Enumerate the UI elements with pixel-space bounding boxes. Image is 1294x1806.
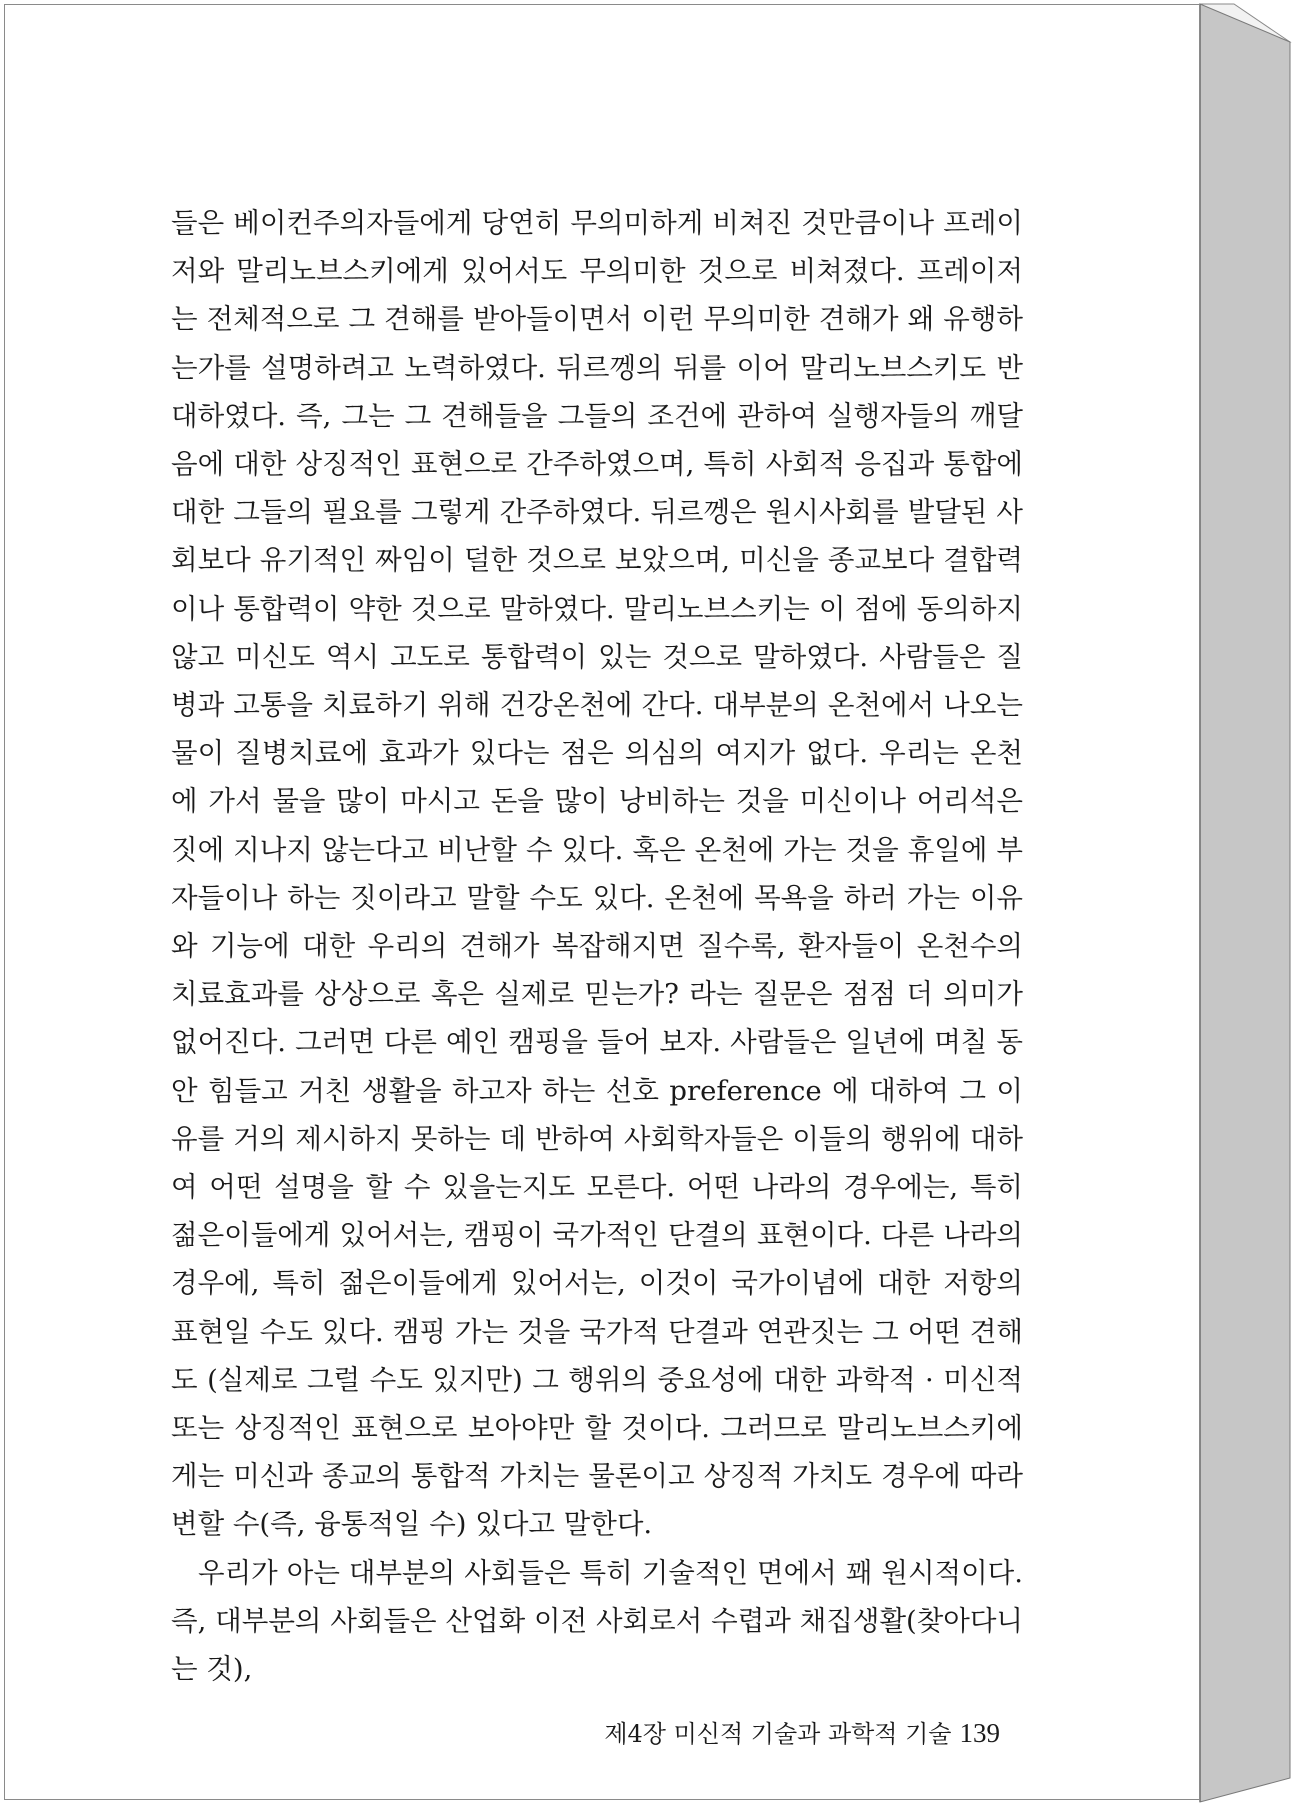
chapter-title: 제4장 미신적 기술과 과학적 기술 — [604, 1720, 952, 1748]
body-text — [171, 199, 1023, 1693]
running-footer — [600, 1714, 1000, 1749]
paragraph-1: 들은 베이컨주의자들에게 당연히 무의미하게 비쳐진 것만큼이나 프레이저와 말리노브스키에게 있어서도 무의미한 것으로 비쳐졌다. 프레이저는 전체적으로 그 견해를 받아들이면서 이런 무의미한 견해가 왜 유행하는가를 설명하려고 노력하였다. 뒤르껭의 뒤를 이어 말리노브스키도 반대하였다. 즉, 그는 그 견해들을 그들의 조건에 관하여 실행자들의 깨달음에 대한 상징적인 표현으로 간주하였으며, 특히 사회적 응집과 통합에 대한 그들의 필요를 그렇게 간주하였다. 뒤르껭은 원시사회를 발달된 사회보다 유기적인 짜임이 덜한 것으로 보았으며, 미신을 종교보다 결합력이나 통합력이 약한 것으로 말하였다. 말리노브스키는 이 점에 동의하지 않고 미신도 역시 고도로 통합력이 있는 것으로 말하였다. 사람들은 질병과 고통을 치료하기 위해 건강온천에 간다. 대부분의 온천에서 나오는 물이 질병치료에 효과가 있다는 점은 의심의 여지가 없다. 우리는 온천에 가서 물을 많이 마시고 돈을 많이 낭비하는 것을 미신이나 어리석은 짓에 지나지 않는다고 비난할 수 있다. 혹은 온천에 가는 것을 휴일에 부자들이나 하는 짓이라고 말할 수도 있다. 온천에 목욕을 하러 가는 이유와 기능에 대한 우리의 견해가 복잡해지면 질수록, 환자들이 온천수의 치료효과를 상상으로 혹은 실제로 믿는가? 라는 질문은 점점 더 의미가 없어진다. 그러면 다른 예인 캠핑을 들어 보자. 사람들은 일년에 며칠 동안 힘들고 거친 생활을 하고자 하는 선호 preference 에 대하여 그 이유를 거의 제시하지 못하는 데 반하여 사회학자들은 이들의 행위에 대하여 어떤 설명을 할 수 있을는지도 모른다. 어떤 나라의 경우에는, 특히 젊은이들에게 있어서는, 캠핑이 국가적인 단결의 표현이다. 다른 나라의 경우에, 특히 젊은이들에게 있어서는, 이것이 국가이념에 대한 저항의 표현일 수도 있다. 캠핑 가는 것을 국가적 단결과 연관짓는 그 어떤 견해도 (실제로 그럴 수도 있지만) 그 행위의 중요성에 대한 과학적 · 미신적 또는 상징적인 표현으로 보아야만 할 것이다. 그러므로 말리노브스키에게는 미신과 종교의 통합적 가치는 물론이고 상징적 가치도 경우에 따라 변할 수(즉, 융통적일 수) 있다고 말한다. — [171, 207, 1023, 1541]
page-number: 139 — [959, 1718, 1000, 1748]
paragraph-2: 우리가 아는 대부분의 사회들은 특히 기술적인 면에서 꽤 원시적이다. 즉, 대부분의 사회들은 산업화 이전 사회로서 수렵과 채집생활(찾아다니는 것), — [171, 1556, 1023, 1686]
